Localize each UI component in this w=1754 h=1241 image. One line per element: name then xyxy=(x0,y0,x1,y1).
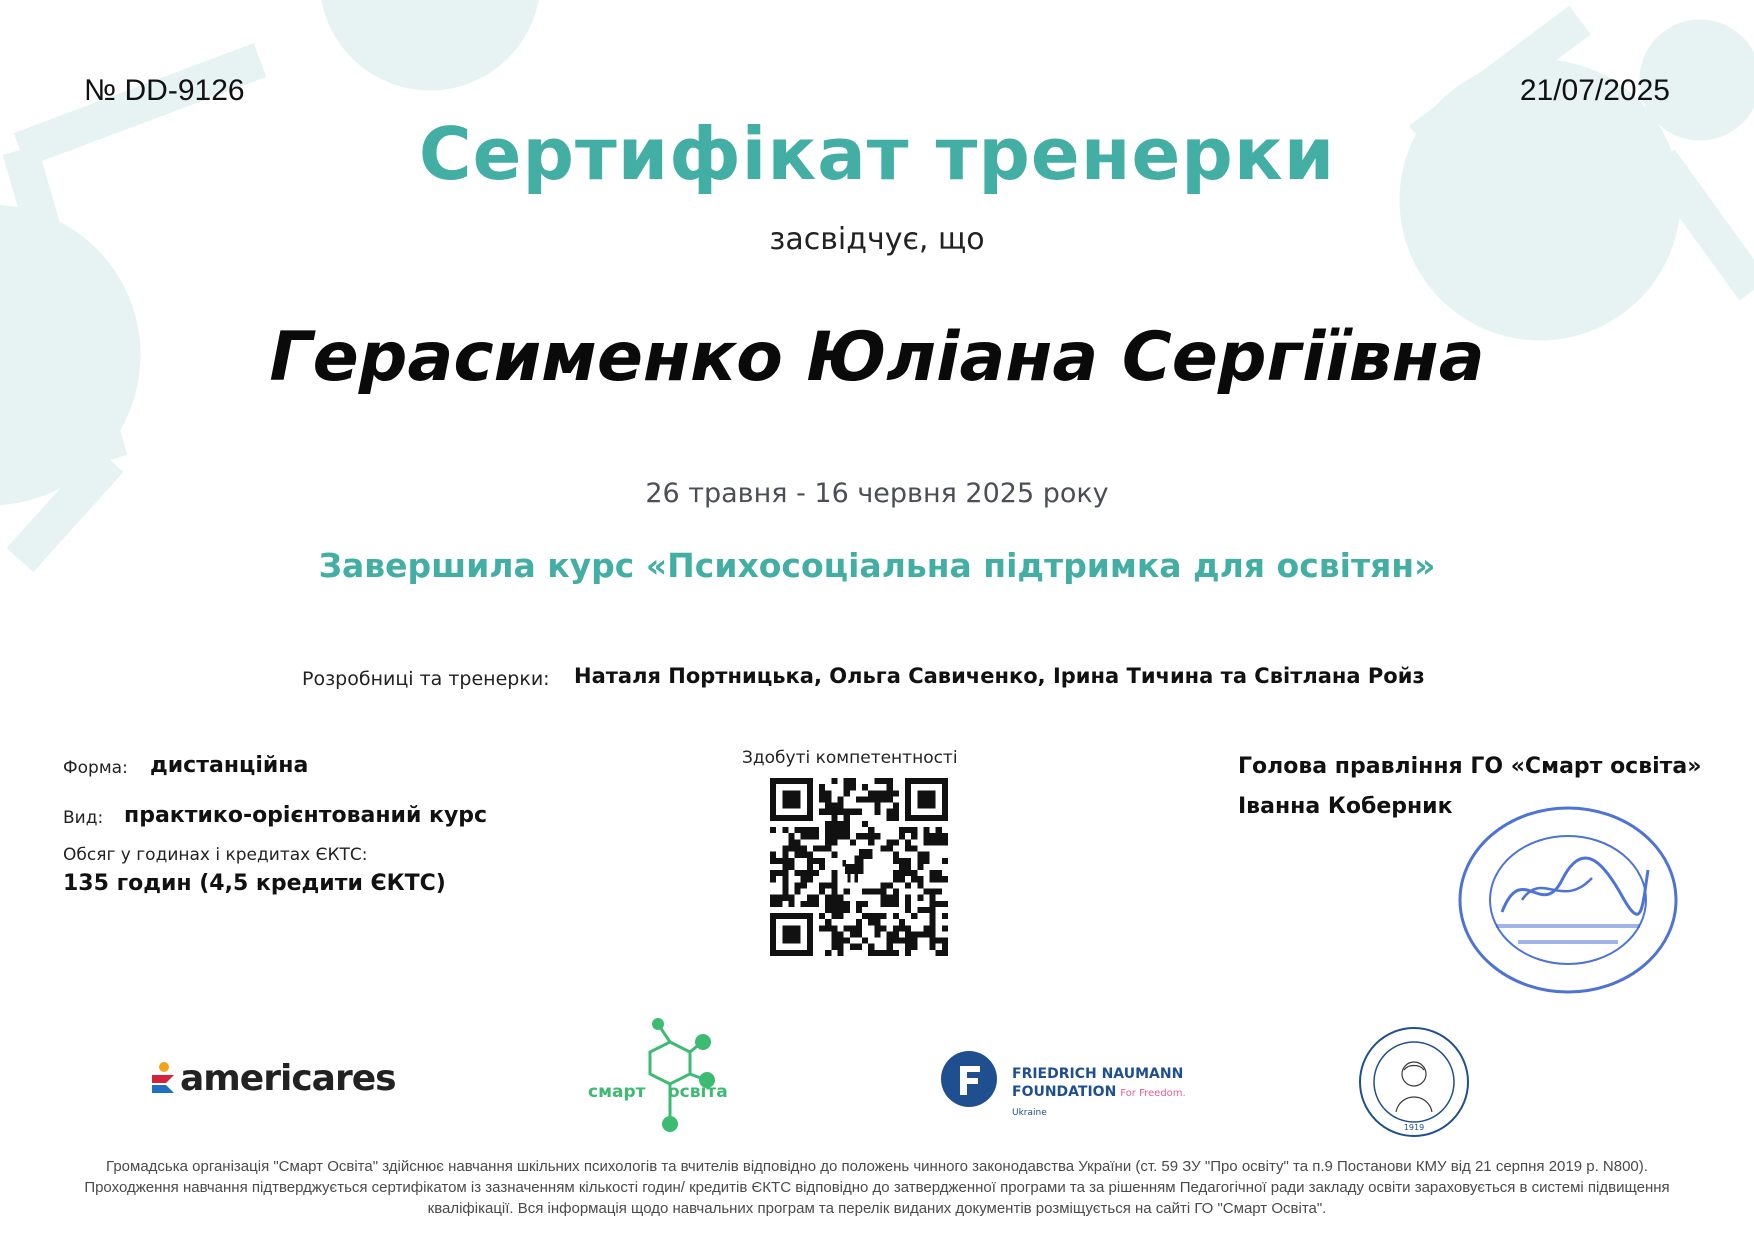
certificate-date: 21/07/2025 xyxy=(1519,74,1670,107)
smart-logo-text-1: смарт xyxy=(588,1082,646,1102)
footer-legal-text: Громадська організація "Смарт Освіта" здійснює навчання шкільних психологів та вчителів відповідно до положень чинного законодавства України (ст. 59 ЗУ "Про освіту" та п.9 Постанови КМУ від 21 серпня 2019 р. N800). Проходження навчання підтверджується сертифікатом із зазначенням кількості годин/ кредитів ЄКТС відповідно до затвердженної програми та за рішенням Педагогічної ради закладу освіти зараховується в системі підвищення кваліфікації. Вся інформація щодо навчальних програм та перелік виданих документів розміщується на сайті ГО "Смарт Освіта". xyxy=(84,1158,1670,1217)
form-label: Форма: xyxy=(63,758,128,778)
type-label: Вид: xyxy=(63,808,104,828)
form-value: дистанційна xyxy=(150,753,309,778)
recipient-name: Герасименко Юліана Сергіївна xyxy=(269,318,1485,397)
fnf-country: Ukraine xyxy=(1012,1108,1047,1118)
course-name: Завершила курс «Психосоціальна підтримка для освітян» xyxy=(318,546,1436,585)
certificate-subtitle: засвідчує, що xyxy=(769,222,985,257)
qr-caption: Здобуті компетентності xyxy=(742,748,958,768)
qr-code[interactable] xyxy=(770,778,948,956)
fnf-line-1: FRIEDRICH NAUMANN xyxy=(1012,1066,1184,1082)
official-stamp xyxy=(1452,800,1684,1000)
smart-logo-text-2: освіта xyxy=(668,1082,728,1102)
certificate-number: № DD-9126 xyxy=(84,74,245,107)
head-name: Іванна Коберник xyxy=(1238,794,1453,819)
americares-mark-icon xyxy=(150,1061,178,1095)
certificate-title: Сертифікат тренерки xyxy=(418,112,1336,196)
head-title: Голова правління ГО «Смарт освіта» xyxy=(1238,754,1702,779)
americares-logo xyxy=(150,1056,396,1100)
fnf-mark-icon xyxy=(940,1050,998,1108)
developers-label: Розробниці та тренерки: xyxy=(302,668,550,690)
university-year: 1919 xyxy=(1403,1123,1425,1132)
course-period: 26 травня - 16 червня 2025 року xyxy=(645,478,1109,509)
molecule-icon xyxy=(586,1016,736,1138)
smart-osvita-logo xyxy=(586,1016,736,1138)
fnf-logo xyxy=(940,1050,1186,1116)
type-value: практико-орієнтований курс xyxy=(124,803,488,828)
fnf-slogan: For Freedom. xyxy=(1120,1088,1186,1099)
university-seal-logo xyxy=(1358,1026,1470,1138)
volume-value: 135 годин (4,5 кредити ЄКТС) xyxy=(63,871,446,896)
developers-names: Наталя Портницька, Ольга Савиченко, Ірина Тичина та Світлана Ройз xyxy=(574,664,1425,688)
fnf-line-2: FOUNDATION xyxy=(1012,1084,1117,1100)
americares-wordmark: americares xyxy=(180,1057,396,1099)
volume-label: Обсяг у годинах і кредитах ЄКТС: xyxy=(63,845,368,865)
